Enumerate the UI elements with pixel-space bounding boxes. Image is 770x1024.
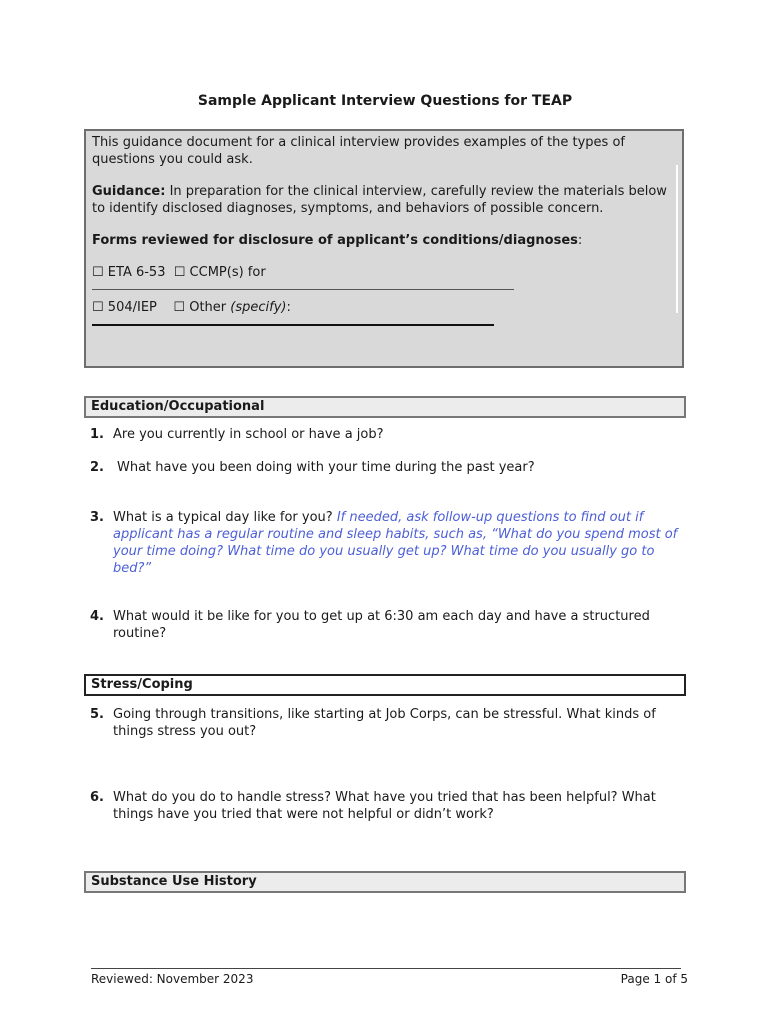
document-title: Sample Applicant Interview Questions for TEAP	[197, 93, 573, 109]
question-number: 1.	[90, 427, 104, 442]
guidance-text: In preparation for the clinical interview, carefully review the materials below to identify disclosed diagnoses, symptoms, and behaviors of possible concern.	[92, 184, 667, 216]
ccmp-checkbox[interactable]: ☐	[173, 265, 186, 280]
box-scroll-edge	[676, 165, 678, 313]
iep-label: 504/IEP	[107, 300, 157, 315]
guidance-label: Guidance:	[92, 184, 166, 199]
other-colon: :	[286, 300, 291, 315]
question-text: Going through transitions, like starting at Job Corps, can be stressful. What kinds of things stress you out?	[113, 707, 656, 739]
question-3	[90, 509, 680, 577]
footer-reviewed-date: Reviewed: November 2023	[91, 972, 254, 986]
footer-page-number: Page 1 of 5	[620, 972, 688, 986]
follow-up-prompt: If needed, ask follow-up questions to find out if applicant has a regular routine and sleep habits, such as, “What do you spend most of your time doing? What time do you usually get up? What time do you usually go to bed?”	[113, 510, 678, 576]
question-number: 2.	[90, 460, 104, 475]
question-text: Are you currently in school or have a job?	[113, 427, 384, 442]
ccmp-label: CCMP(s) for	[189, 265, 266, 280]
guidance-box	[84, 129, 684, 368]
section-substance-header: Substance Use History	[84, 871, 686, 893]
forms-heading-text: Forms reviewed for disclosure of applicant’s conditions/diagnoses	[92, 233, 578, 248]
other-label: Other	[189, 300, 227, 315]
iep-checkbox[interactable]: ☐	[92, 300, 104, 315]
forms-option-row-1	[92, 264, 676, 281]
question-1	[90, 426, 680, 443]
footer-divider	[91, 968, 681, 969]
forms-heading-colon: :	[577, 233, 583, 248]
question-text: What is a typical day like for you?	[113, 510, 337, 525]
question-number: 5.	[90, 707, 104, 722]
question-number: 3.	[90, 510, 104, 525]
section-education-header: Education/Occupational	[84, 396, 686, 418]
question-text: What do you do to handle stress? What have you tried that has been helpful? What things have you tried that were not helpful or didn’t work?	[113, 790, 656, 822]
question-4	[90, 608, 680, 642]
question-text-block	[113, 509, 680, 577]
eta-label: ETA 6-53	[107, 265, 166, 280]
other-blank-line[interactable]	[92, 324, 494, 326]
question-6	[90, 789, 680, 823]
guidance-paragraph	[92, 183, 676, 217]
question-text: What have you been doing with your time during the past year?	[117, 460, 535, 475]
question-2	[90, 459, 680, 476]
forms-option-row-2	[92, 299, 676, 316]
other-checkbox[interactable]: ☐	[173, 300, 186, 315]
question-number: 4.	[90, 609, 104, 624]
question-text: What would it be like for you to get up at 6:30 am each day and have a structured routine?	[113, 609, 650, 641]
eta-checkbox[interactable]: ☐	[92, 265, 104, 280]
other-specify: (specify)	[230, 300, 287, 315]
ccmp-blank-line[interactable]	[92, 289, 514, 290]
forms-reviewed-heading	[92, 232, 676, 249]
question-number: 6.	[90, 790, 104, 805]
section-stress-header: Stress/Coping	[84, 674, 686, 696]
guidance-intro: This guidance document for a clinical interview provides examples of the types of questions you could ask.	[92, 135, 625, 167]
question-5	[90, 706, 680, 740]
